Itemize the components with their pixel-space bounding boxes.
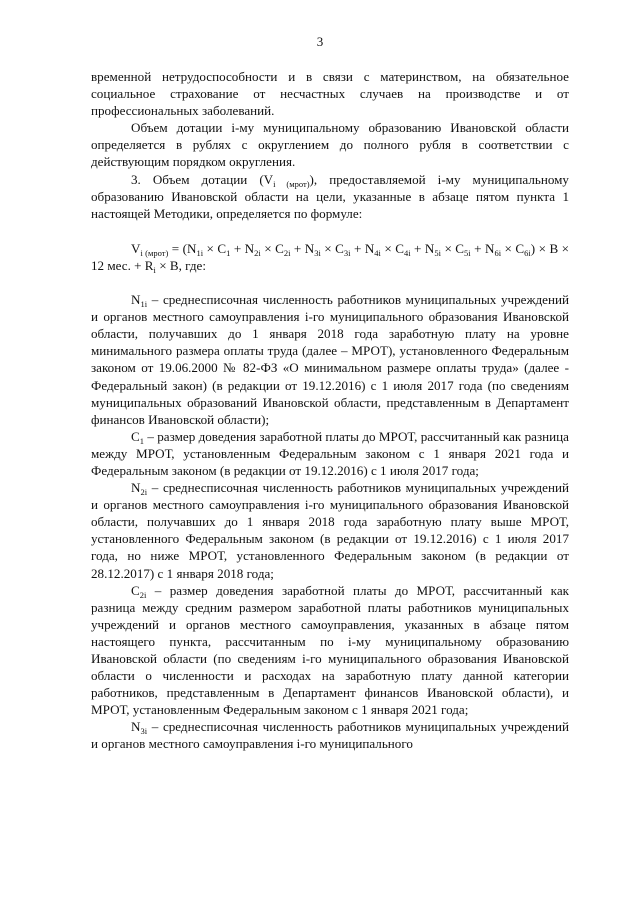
page-content: [91, 68, 569, 753]
definition-n2i: $N_{2i}$ – среднесписочная численность работников муниципальных учреждений и органов местного самоуправления i-го муниципального образования Ивановской области, получавших до 1 января 2018 года заработную плату выше МРОТ, установленного Федеральным законом (в редакции от 19.12.2016) с 1 июля 2017 года, но ниже МРОТ, установленного Федеральным законом (в редакции от 28.12.2017) с 1 января 2018 года;: [91, 480, 569, 581]
definition-c1: $C_1$ – размер доведения заработной платы до МРОТ, рассчитанный как разница между МРОТ, установленным Федеральным законом с 1 января 2021 года и Федеральным законом (в редакции от 19.12.2016) с 1 июля 2017 года;: [91, 428, 569, 478]
definition-c2i: $C_{2i}$ – размер доведения заработной платы до МРОТ, рассчитанный как разница между средним размером заработной платы работников муниципальных учреждений и органов местного самоуправления, указанных в абзаце пятом настоящего пункта, рассчитанным по i-му муниципальному образованию Ивановской области (по сведениям i-го муниципального образования Ивановской области о численности и расходах на заработную плату данной категории работников, представленным в Департамент финансов Ивановской области), и МРОТ, установленным Федеральным законом с 1 января 2021 года;: [91, 582, 569, 718]
definition-n3i: $N_{3i}$ – среднесписочная численность работников муниципальных учреждений и органов местного самоуправления i-го муниципального: [91, 719, 569, 752]
paragraph-rounding: Объем дотации i-му муниципальному образованию Ивановской области определяется в рублях с округлением до полного рубля в соответствии с действующим порядком округления.: [91, 120, 569, 170]
definition-n1i: $N_{1i}$ – среднесписочная численность работников муниципальных учреждений и органов местного самоуправления i-го муниципального образования Ивановской области, получавших до 1 января 2018 года заработную плату на уровне минимального размера оплаты труда (далее – МРОТ), установленного Федеральным законом от 19.06.2000 № 82-ФЗ «О минимальном размере оплаты труда» (далее - Федеральный закон) (в редакции от 19.12.2016) с 1 июля 2017 года (по сведениям муниципальных образований Ивановской области, представленным в Департамент финансов Ивановской области);: [91, 292, 569, 427]
paragraph-continuation: временной нетрудоспособности и в связи с материнством, на обязательное социальное страхование от несчастных случаев на производстве и от профессиональных заболеваний.: [91, 69, 569, 119]
paragraph-item-3: 3. Объем дотации $(V_{i (мрот)})$, предоставляемой i-му муниципальному образованию Ивановской области на цели, указанные в абзаце пятом пункта 1 настоящей Методики, определяется по формуле:: [91, 171, 569, 221]
page-number: 3: [316, 34, 324, 49]
formula: $V_{i (мрот)} = (N_{1i} \times C_1 + N_{2i} \times C_{2i} + N_{3i} \times C_{3i} + N_{4i} \times C_{4i} + N_{5i} \times C_{5i} + N_{6i} \times C_{6i}) \times B \times 12$ мес. + $R_i \times B$, где:: [91, 240, 570, 275]
